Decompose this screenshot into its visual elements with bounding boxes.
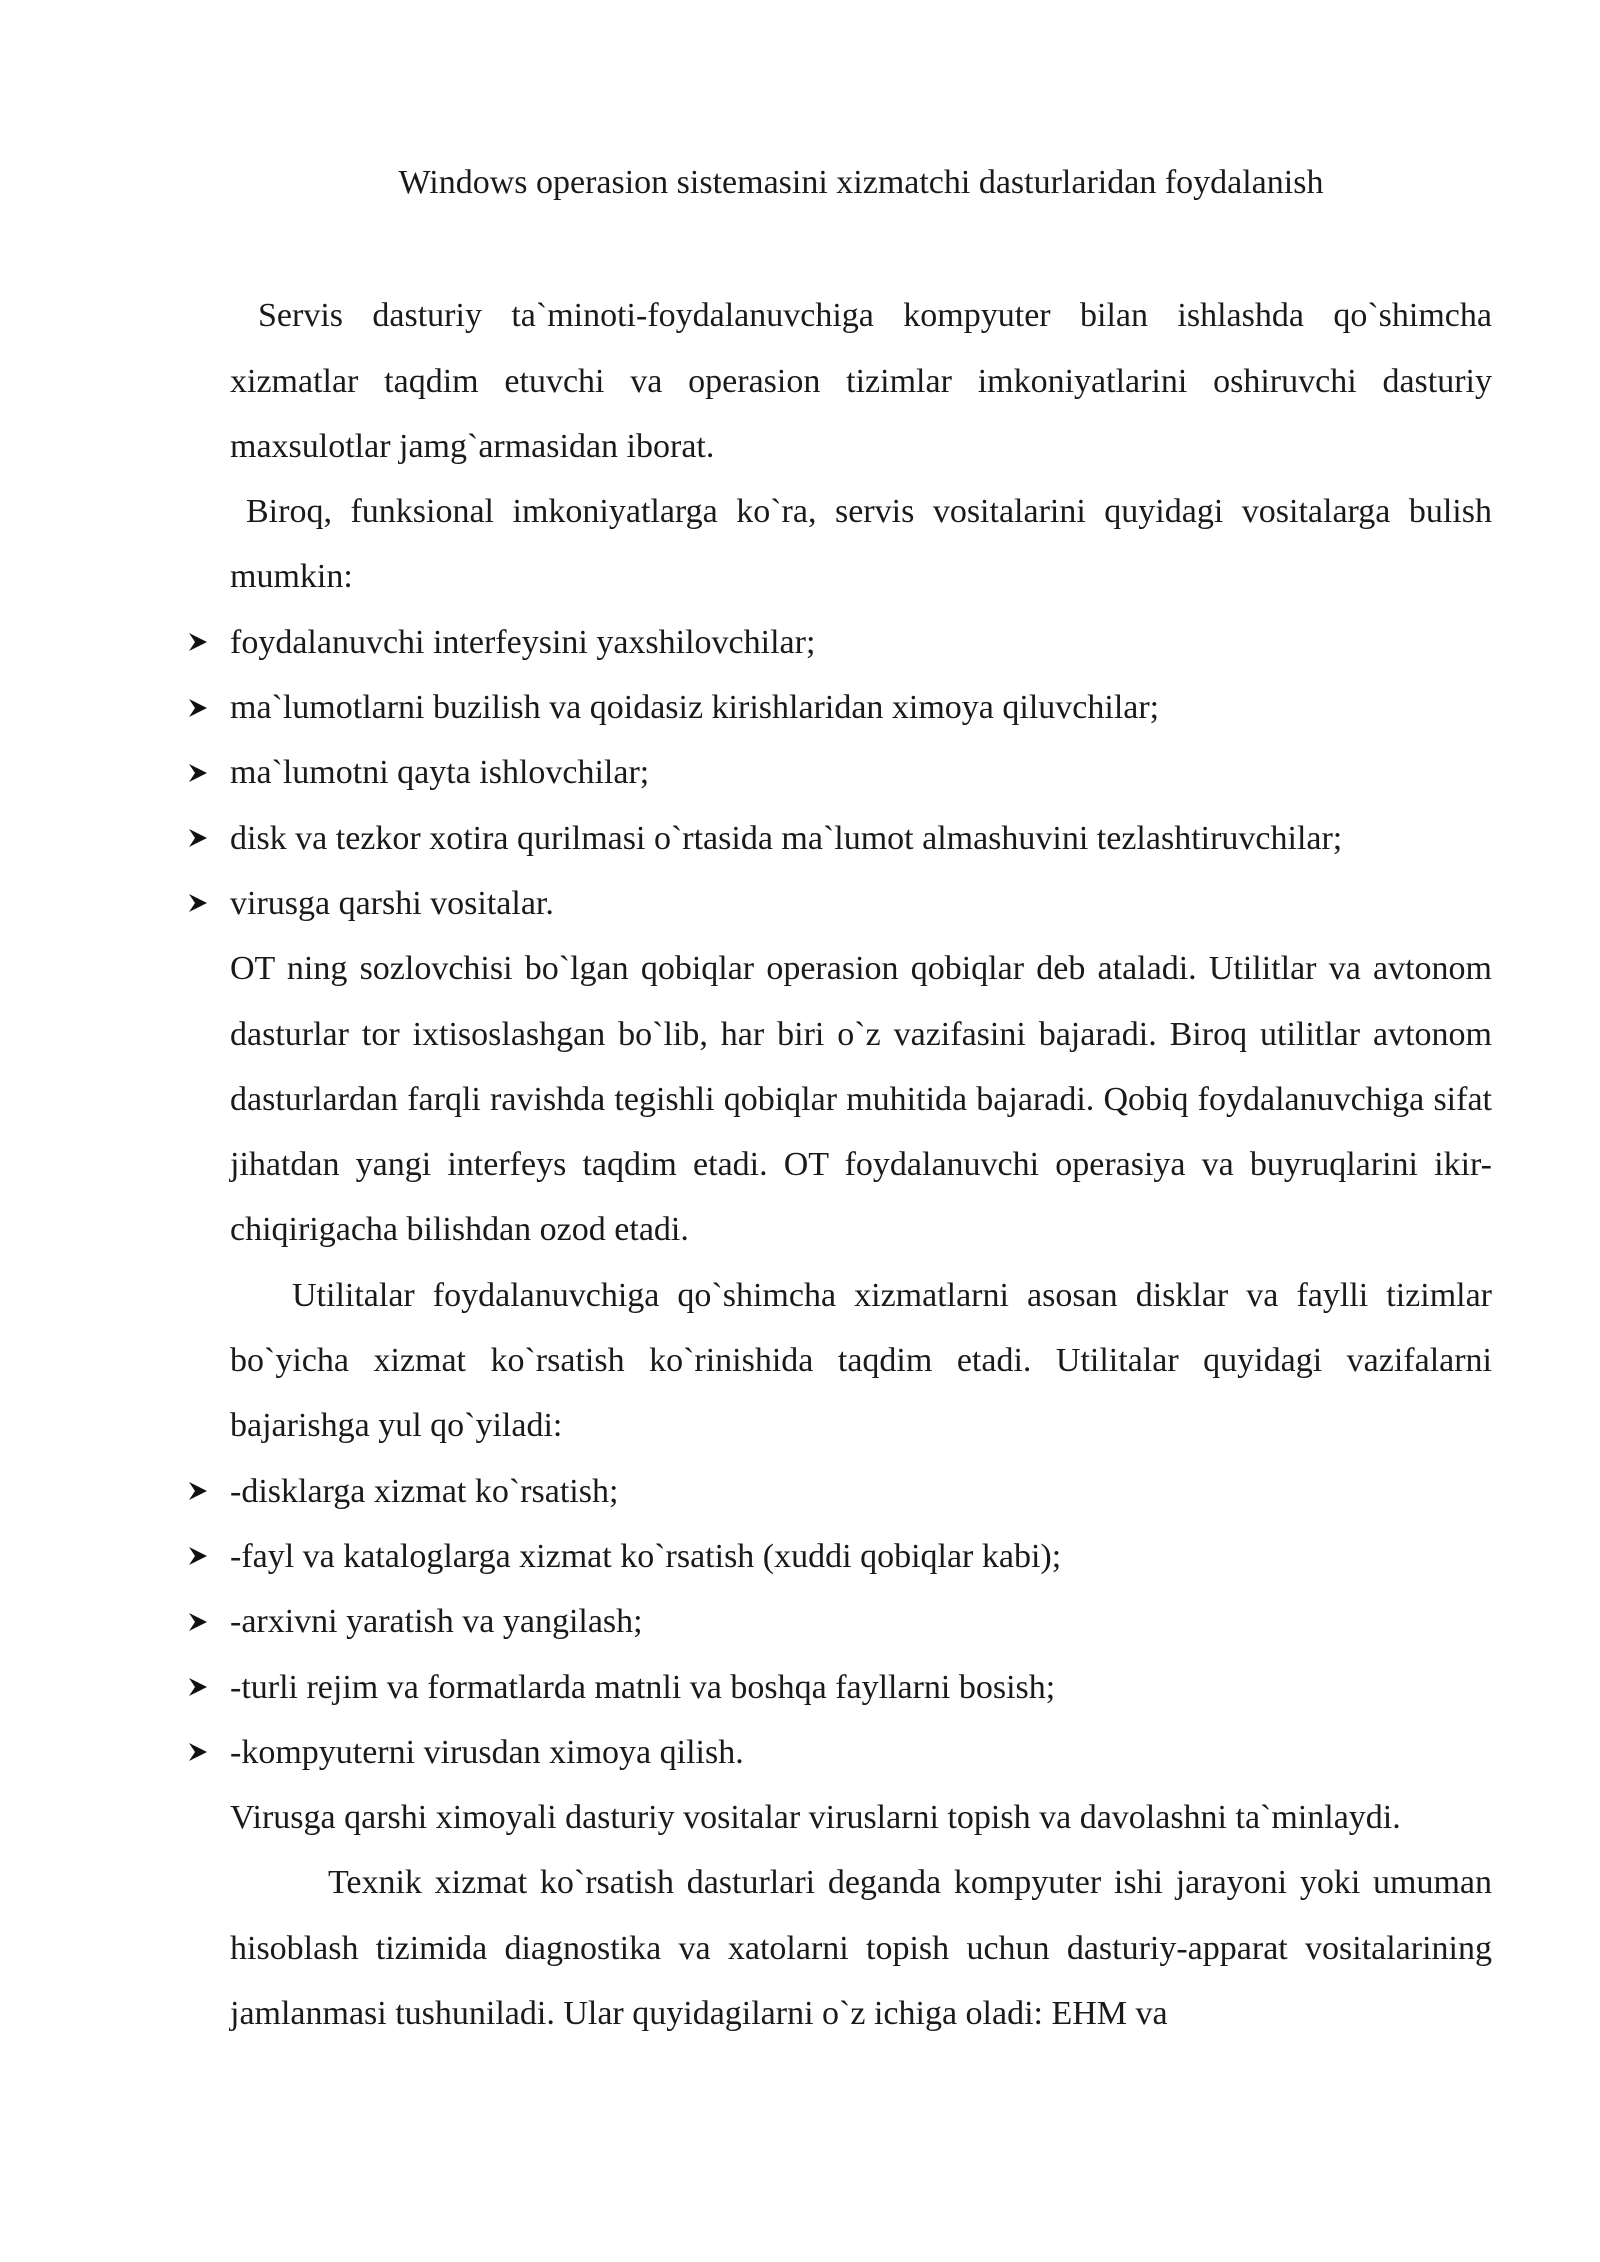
arrowhead-bullet-icon [183, 871, 213, 936]
page-title-text: Windows operasion sistemasini xizmatchi dasturlaridan foydalanish [398, 164, 1324, 201]
arrowhead-bullet-icon [183, 1655, 213, 1720]
list-item-text: foydalanuvchi interfeysini yaxshilovchilar; [230, 623, 816, 661]
list-item-text: ma`lumotlarni buzilish va qoidasiz kirishlaridan ximoya qiluvchilar; [230, 689, 1160, 727]
paragraph: Texnik xizmat ko`rsatish dasturlari deganda kompyuter ishi jarayoni yoki umuman hisoblash tizimida diagnostika va xatolarni topish uchun dasturiy-apparat vositalarining jamlanmasi tushuniladi. Ular quyidagilarni o`z ichiga oladi: EHM va [230, 1864, 1492, 2033]
paragraph: Virusga qarshi ximoyali dasturiy vositalar viruslarni topish va davolashni ta`minlaydi. [230, 1799, 1401, 1837]
list-item-text: -fayl va kataloglarga xizmat ko`rsatish (xuddi qobiqlar kabi); [230, 1537, 1062, 1575]
list-item-text: -disklarga xizmat ko`rsatish; [230, 1472, 619, 1510]
paragraph: Utilitalar foydalanuvchiga qo`shimcha xizmatlarni asosan disklar va faylli tizimlar bo`yicha xizmat ko`rsatish ko`rinishida taqdim etadi. Utilitalar quyidagi vazifalarni bajarishga yul qo`yiladi: [230, 1276, 1492, 1445]
page-title [0, 150, 1600, 215]
list-item [230, 610, 1492, 675]
list-item-text: virusga qarshi vositalar. [230, 884, 554, 922]
list-item [230, 1655, 1492, 1720]
arrowhead-bullet-icon [183, 1589, 213, 1654]
arrowhead-bullet-icon [183, 1459, 213, 1524]
paragraph: Biroq, funksional imkoniyatlarga ko`ra, servis vositalarini quyidagi vositalarga bulish mumkin: [230, 493, 1492, 596]
list-item [230, 871, 1492, 936]
list-item [230, 1459, 1492, 1524]
arrowhead-bullet-icon [183, 1524, 213, 1589]
list-item [230, 1720, 1492, 1785]
arrowhead-bullet-icon [183, 675, 213, 740]
paragraph: OT ning sozlovchisi bo`lgan qobiqlar operasion qobiqlar deb ataladi. Utilitlar va avtonom dasturlar tor ixtisoslashgan bo`lib, har biri o`z vazifasini bajaradi. Biroq utilitlar avtonom dasturlardan farqli ravishda tegishli qobiqlar muhitida bajaradi. Qobiq foydalanuvchiga sifat jihatdan yangi interfeys taqdim etadi. OT foydalanuvchi operasiya va buyruqlarini ikir-chiqirigacha bilishdan ozod etadi. [230, 950, 1492, 1249]
bullet-list [230, 1459, 1492, 1785]
document-body [230, 150, 1492, 2046]
arrowhead-bullet-icon [183, 740, 213, 805]
list-item [230, 740, 1492, 805]
list-item-text: -kompyuterni virusdan ximoya qilish. [230, 1733, 744, 1771]
list-item [230, 1589, 1492, 1654]
list-item-text: disk va tezkor xotira qurilmasi o`rtasida ma`lumot almashuvini tezlashtiruvchilar; [230, 819, 1343, 857]
list-item-text: -turli rejim va formatlarda matnli va boshqa fayllarni bosish; [230, 1668, 1056, 1706]
list-item [230, 806, 1492, 871]
list-item [230, 1524, 1492, 1589]
arrowhead-bullet-icon [183, 1720, 213, 1785]
arrowhead-bullet-icon [183, 610, 213, 675]
list-item-text: ma`lumotni qayta ishlovchilar; [230, 754, 650, 792]
list-item-text: -arxivni yaratish va yangilash; [230, 1603, 643, 1641]
paragraph: Servis dasturiy ta`minoti-foydalanuvchiga kompyuter bilan ishlashda qo`shimcha xizmatlar taqdim etuvchi va operasion tizimlar imkoniyatlarini oshiruvchi dasturiy maxsulotlar jamg`armasidan iborat. [230, 297, 1492, 465]
arrowhead-bullet-icon [183, 806, 213, 871]
list-item [230, 675, 1492, 740]
bullet-list [230, 610, 1492, 936]
